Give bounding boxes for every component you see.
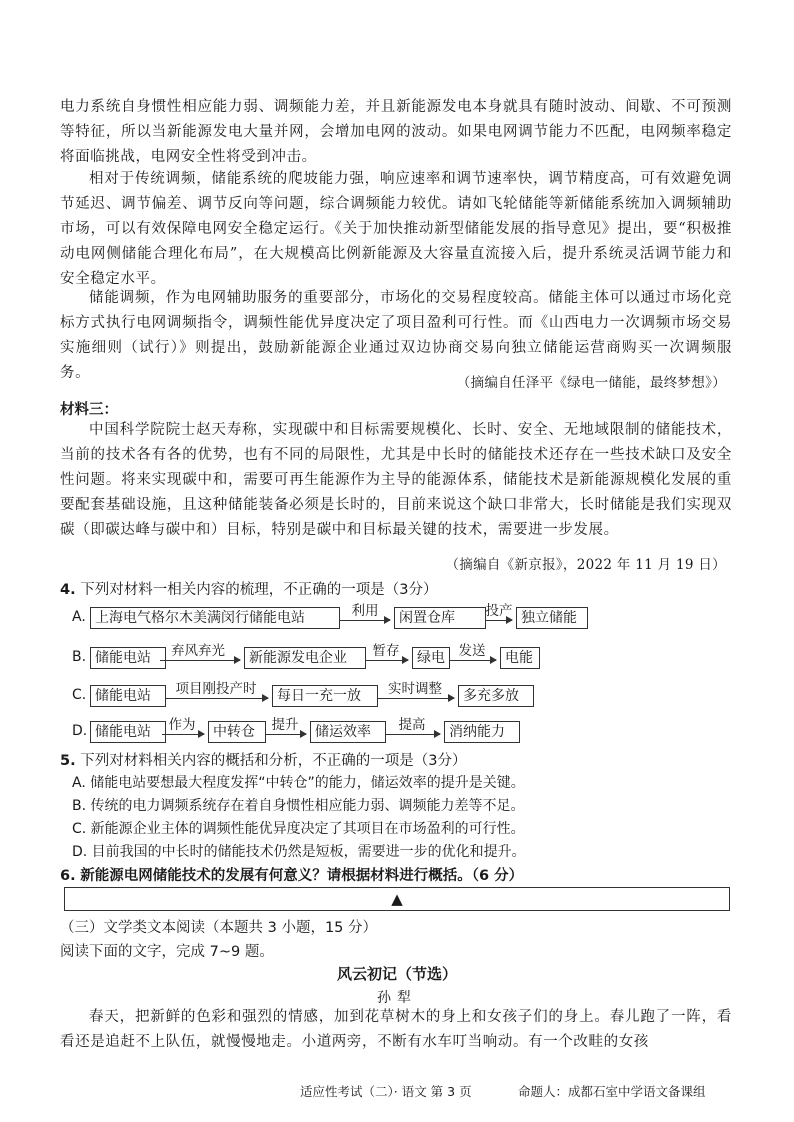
option-d-arrow-1-label: 作为 (168, 717, 196, 733)
question-4-option-d[interactable] (72, 719, 672, 745)
question-4-text: 下列对材料一相关内容的梳理，不正确的一项是（3分） (80, 582, 438, 598)
option-b-arrow-2 (366, 660, 408, 661)
option-a-letter: A. (72, 609, 86, 625)
option-d-letter: D. (72, 723, 88, 739)
option-b-arrow-2-label: 暂存 (372, 643, 400, 659)
option-d-box-3: 储运效率 (310, 721, 386, 743)
material3-paragraph: 中国科学院院士赵天寿称，实现碳中和目标需要规模化、长时、安全、无地域限制的储能技术，当前的技术各有各的优势，也有不同的局限性，尤其是中长时的储能技术还存在一些技术缺口及安全性问题。将来实现碳中和，需要可再生能源作为主导的能源体系，储能技术是新能源规模化发展的重要配套基础设施，且这种储能装备必须是长时的，目前来说这个缺口非常大，长时储能是我们实现双碳（即碳达峰与碳中和）目标，特别是碳中和目标最关键的技术，需要进一步发展。 (60, 422, 732, 538)
question-5-option-d[interactable]: D. 目前我国的中长时的储能技术仍然是短板，需要进一步的优化和提升。 (72, 844, 526, 860)
question-6-number: 6. (60, 868, 76, 884)
question-6-text: 新能源电网储能技术的发展有何意义？请根据材料进行概括。（6 分） (80, 868, 524, 884)
option-d-box-4: 消纳能力 (444, 721, 520, 743)
passage-title: 风云初记（节选） (336, 965, 457, 983)
material2-paragraph-3: 储能调频，作为电网辅助服务的重要部分，市场化的交易程度较高。储能主体可以通过市场化竞标方式执行电网调频指令，调频性能优异度决定了项目盈利可行性。而《山西电力一次调频市场交易实施细则（试行）》则提出，鼓励新能源企业通过双边协商交易向独立储能运营商购买一次调频服务。 (60, 290, 732, 381)
option-a-arrow-2-label: 投产 (485, 603, 513, 619)
option-a-arrow-1-label: 利用 (351, 603, 379, 619)
option-c-arrow-1 (166, 698, 268, 699)
option-d-arrow-3 (386, 734, 440, 735)
material3-source: （摘编自《新京报》，2022 年 11 月 19 日） (445, 557, 726, 573)
option-a-arrow-2 (486, 620, 512, 621)
question-5-number: 5. (60, 753, 76, 769)
material2-source: （摘编自任泽平《绿电一储能，最终梦想》） (456, 375, 726, 391)
option-d-arrow-2 (266, 734, 306, 735)
footer-page-info: 适应性考试（二）· 语文 第 3 页 (300, 1084, 472, 1099)
option-b-letter: B. (72, 649, 87, 665)
option-c-arrow-1-label: 项目刚投产时 (175, 681, 257, 697)
option-a-arrow-1 (340, 620, 390, 621)
option-b-box-4: 电能 (500, 647, 540, 669)
question-4-stem (60, 578, 437, 599)
option-d-box-2: 中转仓 (208, 721, 266, 743)
section-3-instruction: 阅读下面的文字，完成 7~9 题。 (60, 944, 274, 960)
option-c-box-3: 多充多放 (458, 685, 534, 707)
question-5-stem (60, 749, 466, 770)
option-b-box-3: 绿电 (412, 647, 450, 669)
material2-paragraph-2: 相对于传统调频，储能系统的爬坡能力强，响应速率和调节速率快，调节精度高，可有效避免调节延迟、调节偏差、调节反向等问题，综合调频能力较优。请如飞轮储能等新储能系统加入调频辅助市场，可以有效保障电网安全稳定运行。《关于加快推动新型储能发展的指导意见》提出，要“积极推动电网侧储能合理化布局”，在大规模高比例新能源及大容量直流接入后，提升系统灵活调节能力和安全稳定水平。 (60, 171, 732, 287)
question-4-option-a[interactable] (72, 605, 672, 631)
option-b-arrow-3-label: 发送 (458, 643, 486, 659)
option-c-box-2: 每日一充一放 (272, 685, 378, 707)
option-b-box-2: 新能源发电企业 (244, 647, 366, 669)
option-b-box-1: 储能电站 (90, 647, 166, 669)
question-6-answer-box[interactable]: ▲ (64, 887, 730, 911)
question-4-option-b[interactable] (72, 645, 672, 671)
question-4-option-c[interactable] (72, 683, 672, 709)
option-d-arrow-2-label: 提升 (271, 717, 299, 733)
material3-heading: 材料三： (60, 402, 118, 418)
question-5-text: 下列对材料相关内容的概括和分析，不正确的一项是（3分） (80, 753, 467, 769)
material2-paragraph-1: 电力系统自身惯性相应能力弱、调频能力差，并且新能源发电本身就具有随时波动、间歇、不可预测等特征，所以当新能源发电大量并网，会增加电网的波动。如果电网调节能力不匹配，电网频率稳定将面临挑战，电网安全性将受到冲击。 (60, 99, 732, 165)
question-5-option-c[interactable]: C. 新能源企业主体的调频性能优异度决定了其项目在市场盈利的可行性。 (72, 821, 525, 837)
option-a-box-2: 闲置仓库 (394, 607, 486, 629)
option-c-box-1: 储能电站 (90, 685, 166, 707)
passage-author: 孙犁 (377, 990, 417, 1006)
question-5-option-b[interactable]: B. 传统的电力调频系统存在着自身惯性相应能力弱、调频能力差等不足。 (72, 798, 525, 814)
option-a-box-1: 上海电气格尔木美满闵行储能电站 (90, 607, 340, 629)
question-5-option-a[interactable]: A. 储能电站要想最大程度发挥“中转仓”的能力，储运效率的提升是关键。 (72, 775, 525, 791)
option-d-arrow-3-label: 提高 (398, 717, 426, 733)
option-b-arrow-1-label: 弃风弃光 (171, 643, 225, 659)
question-4-number: 4. (60, 582, 76, 598)
passage-paragraph-1: 春天，把新鲜的色彩和强烈的情感，加到花草树木的身上和女孩子们的身上。春儿跑了一阵，看看还是追赶不上队伍，就慢慢地走。小道两旁，不断有水车叮当响动。有一个改畦的女孩 (60, 1009, 732, 1050)
footer-author: 命题人：成都石室中学语文备课组 (518, 1084, 706, 1099)
option-a-box-3: 独立储能 (516, 607, 588, 629)
option-b-arrow-3 (450, 660, 496, 661)
section-3-heading: （三）文学类文本阅读（本题共 3 小题，15 分） (60, 920, 378, 936)
option-d-arrow-1 (162, 734, 204, 735)
option-b-arrow-1 (160, 660, 240, 661)
option-d-box-1: 储能电站 (90, 721, 166, 743)
question-6-stem (60, 864, 523, 885)
option-c-letter: C. (72, 687, 87, 703)
option-c-arrow-2-label: 实时调整 (388, 681, 442, 697)
option-c-arrow-2 (378, 698, 454, 699)
